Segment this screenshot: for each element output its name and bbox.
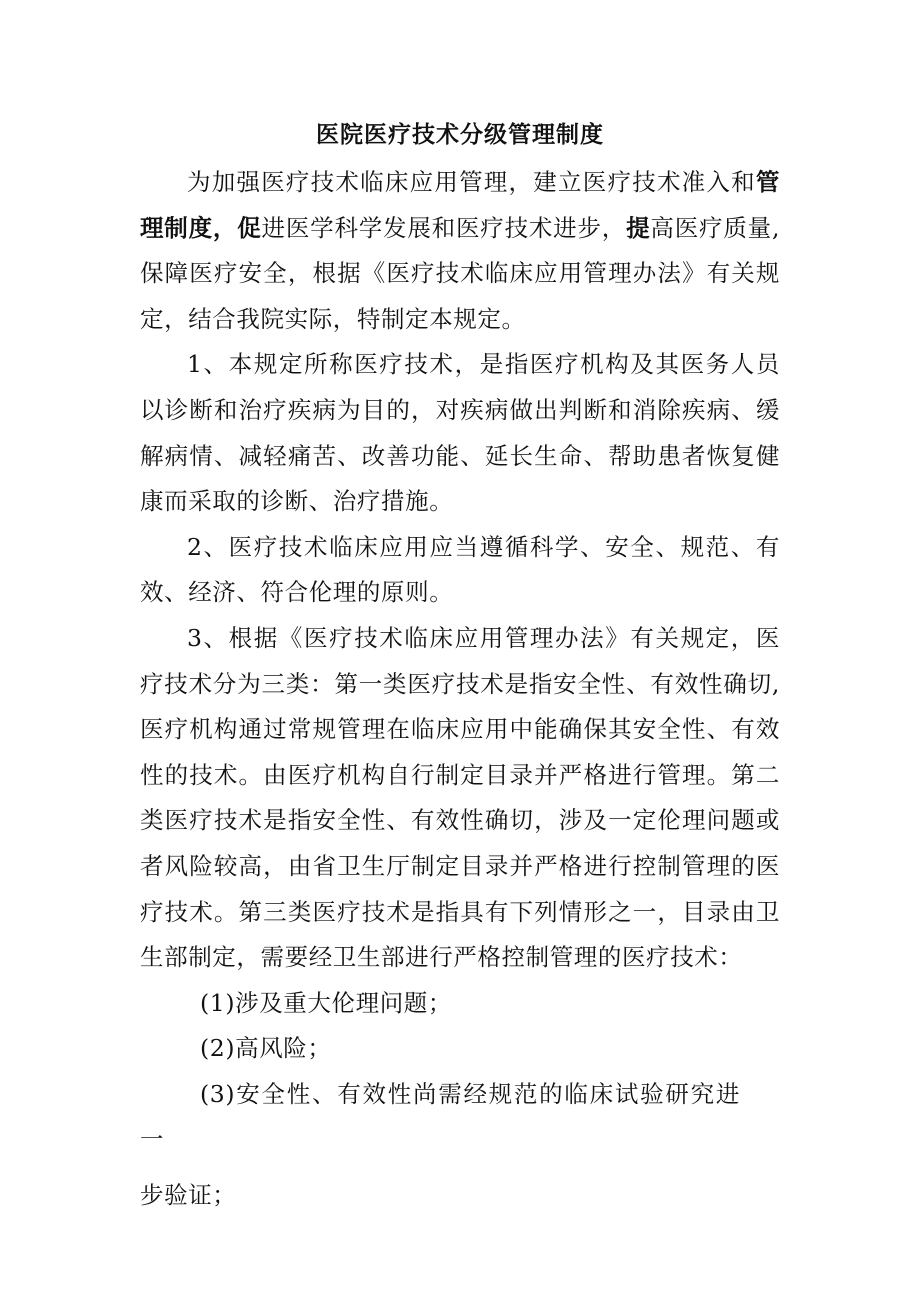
intro-paragraph [140,160,780,342]
clause-2: 2、医疗技术临床应用应当遵循科学、安全、规范、有效、经济、符合伦理的原则。 [140,532,780,607]
list-item-3: (3)安全性、有效性尚需经规范的临床试验研究进一 [140,1079,740,1154]
list-item-3-continued: 步验证； [140,1181,237,1210]
list-item-2: (2)高风险； [200,1034,332,1063]
clause-3: 3、根据《医疗技术临床应用管理办法》有关规定，医疗技术分为三类：第一类医疗技术是指安全性、有效性确切,医疗机构通过常规管理在临床应用中能确保其安全性、有效性的技术。由医疗机构自行制定目录并严格进行管理。第二类医疗技术是指安全性、有效性确切，涉及一定伦理问题或者风险较高，由省卫生厅制定目录并严格进行控制管理的医疗技术。第三类医疗技术是指具有下列情形之一，目录由卫生部制定，需要经卫生部进行严格控制管理的医疗技术： [140,623,780,972]
document-body [140,160,780,1219]
clause-1: 1、本规定所称医疗技术，是指医疗机构及其医务人员以诊断和治疗疾病为目的，对疾病做出判断和消除疾病、缓解病情、减轻痛苦、改善功能、延长生命、帮助患者恢复健康而采取的诊断、治疗措施。 [140,350,780,516]
intro-text-2: 进医学科学发展和医疗技术进步， [261,213,627,242]
intro-text-3: 高医疗质量,保障医疗安全，根据《医疗技术临床应用管理办法》有关规定，结合我院实际，特制定本规定。 [140,213,781,333]
list-item-1: (1)涉及重大伦理问题； [200,988,452,1017]
intro-text-1: 为加强医疗技术临床应用管理，建立医疗技术准入和 [187,168,756,196]
document-title: 医院医疗技术分级管理制度 [316,122,604,148]
intro-bold-1: 管理制度，促 [140,168,780,242]
intro-bold-2: 提 [626,213,651,242]
